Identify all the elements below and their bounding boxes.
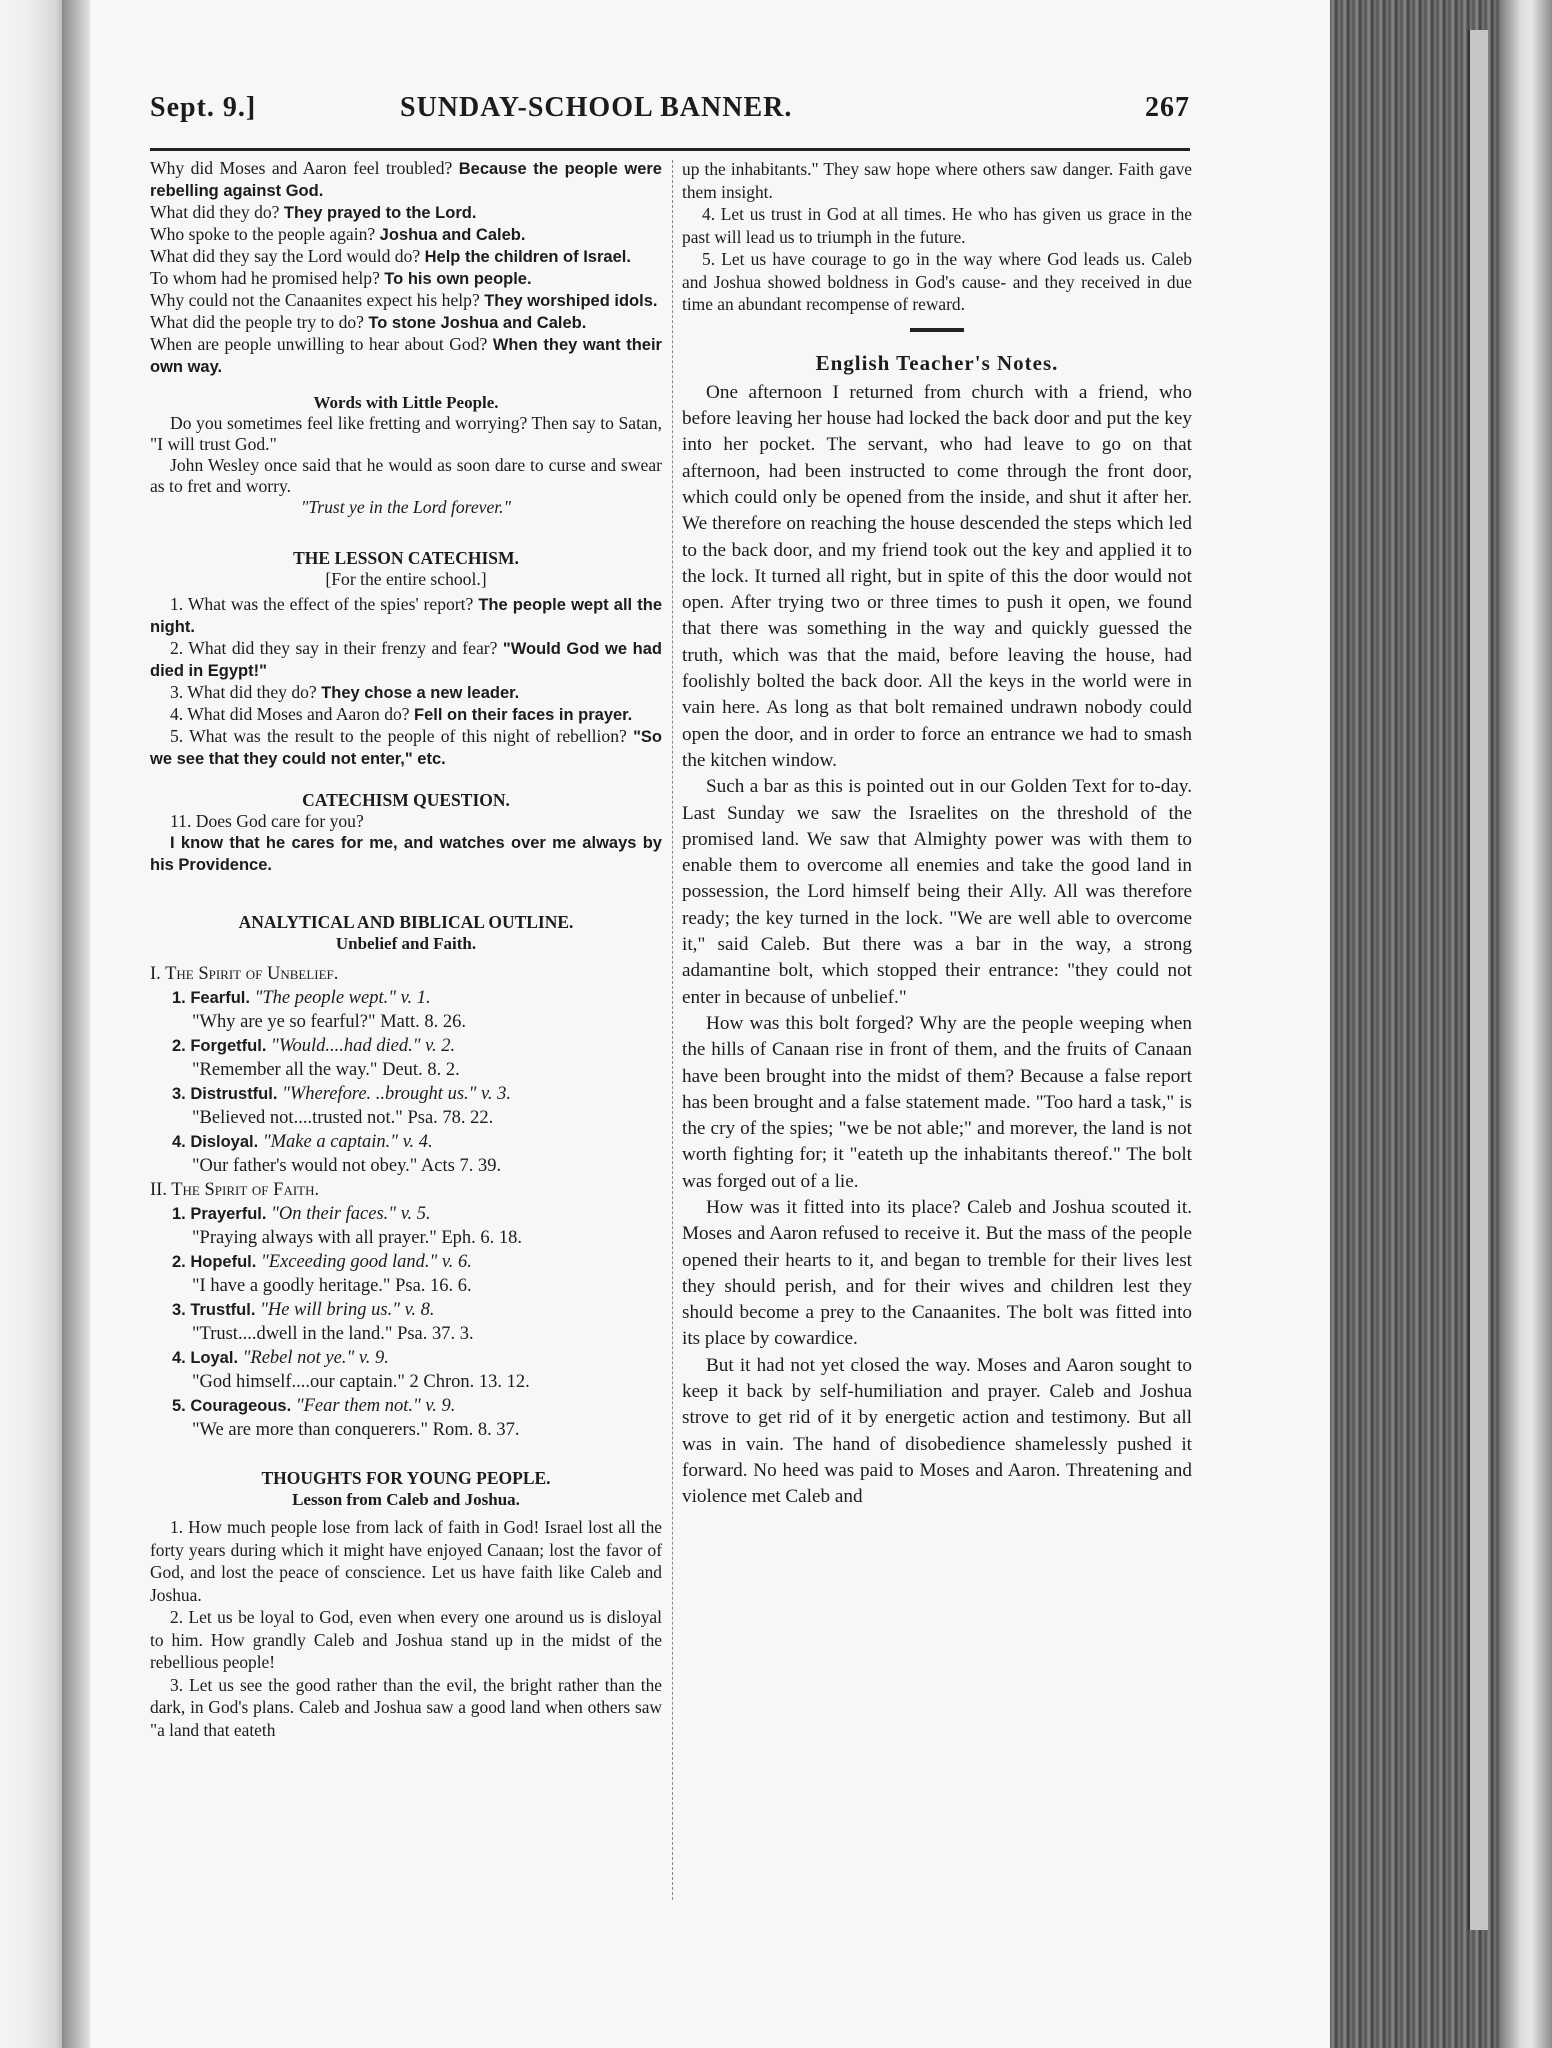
thought-paragraph: 2. Let us be loyal to God, even when every one around us is disloyal to him. How grandly Caleb and Joshua stand up in the midst of the rebellious people! bbox=[150, 1607, 662, 1672]
outline-ref: "Remember all the way." Deut. 8. 2. bbox=[192, 1060, 460, 1080]
outline-item: 2. Hopeful. "Exceeding good land." v. 6. bbox=[172, 1252, 472, 1272]
outline-heading: ANALYTICAL AND BIBLICAL OUTLINE. bbox=[238, 912, 574, 932]
notes-paragraph: One afternoon I returned from church with a friend, who before leaving her house had locked the back door and put the key into her pocket. The servant, who had leave to go on that afternoon, had been instructed to come through the front door, which could only be opened from the inside, and shut it after her. We therefore on reaching the house descended the steps which led to the back door, and my friend took out the key and applied it to the lock. It turned all right, but in spite of this the door would not open. After trying two or three times to push it open, we found that there was something in the way and quickly guessed the truth, which was that the maid, before leaving the house, had foolishly bolted the back door. All the keys in the world were in vain here. As long as that bolt remained undrawn nobody could open the door, and in order to force an entrance we had to smash the kitchen window. bbox=[682, 381, 1192, 771]
catechism-question-heading: CATECHISM QUESTION. bbox=[302, 790, 510, 810]
outline-section: II. The Spirit of Faith. bbox=[150, 1180, 320, 1200]
catechism-item: 4. What did Moses and Aaron do? Fell on their faces in prayer. bbox=[170, 704, 633, 724]
right-column bbox=[682, 158, 1192, 1511]
review-item: Why did Moses and Aaron feel troubled? Because the people were rebelling against God. bbox=[150, 158, 662, 200]
thought-paragraph: 5. Let us have courage to go in the way where God leads us. Caleb and Joshua showed boldness in God's cause- and they received in due time an abundant recompense of reward. bbox=[682, 249, 1192, 314]
thought-continuation: up the inhabitants." They saw hope where others saw danger. Faith gave them insight. bbox=[682, 159, 1192, 202]
little-people-quote: "Trust ye in the Lord forever." bbox=[301, 497, 511, 517]
review-item: To whom had he promised help? To his own people. bbox=[150, 268, 532, 288]
review-item: What did the people try to do? To stone Joshua and Caleb. bbox=[150, 312, 587, 332]
catechism-heading: THE LESSON CATECHISM. bbox=[293, 548, 519, 568]
review-item: What did they do? They prayed to the Lord. bbox=[150, 202, 477, 222]
book-cover-edge bbox=[1500, 0, 1552, 2048]
outline-item: 3. Trustful. "He will bring us." v. 8. bbox=[172, 1300, 435, 1320]
header-date: Sept. 9.] bbox=[150, 92, 257, 123]
review-questions bbox=[150, 158, 662, 378]
review-item: Why could not the Canaanites expect his help? They worshiped idols. bbox=[150, 290, 658, 310]
thought-paragraph: 1. How much people lose from lack of faith in God! Israel lost all the forty years during which it might have enjoyed Canaan; lost the favor of God, and lost the peace of conscience. Let us have faith like Caleb and Joshua. bbox=[150, 1517, 662, 1605]
catechism-question: 11. Does God care for you? bbox=[170, 811, 364, 831]
notes-paragraph: How was this bolt forged? Why are the people weeping when the hills of Canaan rise in front of them, and the fruits of Canaan have been brought into the midst of them? Because a false report has been brought and a false statement made. "Too hard a task," is the cry of the spies; "we be not able;" and morever, the land is not worth fighting for; it "eateth up the inhabitants thereof." The bolt was forged out of a lie. bbox=[682, 1012, 1192, 1192]
thoughts-heading: THOUGHTS FOR YOUNG PEOPLE. bbox=[261, 1468, 551, 1488]
outline-item: 4. Disloyal. "Make a captain." v. 4. bbox=[172, 1132, 433, 1152]
header-rule bbox=[150, 148, 1190, 151]
page-number: 267 bbox=[1145, 92, 1190, 123]
outline-ref: "Our father's would not obey." Acts 7. 39. bbox=[192, 1156, 502, 1176]
catechism-item: 3. What did they do? They chose a new leader. bbox=[170, 682, 520, 702]
outline-ref: "Believed not....trusted not." Psa. 78. 22. bbox=[192, 1108, 494, 1128]
little-people-text: John Wesley once said that he would as soon dare to curse and swear as to fret and worry. bbox=[150, 455, 662, 496]
outline-item: 5. Courageous. "Fear them not." v. 9. bbox=[172, 1396, 456, 1416]
outline-item: 1. Prayerful. "On their faces." v. 5. bbox=[172, 1204, 431, 1224]
header-title: SUNDAY-SCHOOL BANNER. bbox=[400, 92, 793, 123]
left-column bbox=[150, 158, 662, 1741]
thought-paragraph: 4. Let us trust in God at all times. He who has given us grace in the past will lead us to triumph in the future. bbox=[682, 204, 1192, 247]
outline-ref: "We are more than conquerers." Rom. 8. 37. bbox=[192, 1420, 520, 1440]
notes-paragraph: Such a bar as this is pointed out in our Golden Text for to-day. Last Sunday we saw the Israelites on the threshold of the promised land. We saw that Almighty power was with them to enable them to overcome all enemies and take the good land in possession, the Lord himself being their Ally. All was therefore ready; the key turned in the lock. "We are well able to overcome it," said Caleb. But there was a bar in the way, a strong adamantine bolt, which stopped their entrance: "they could not enter in because of unbelief." bbox=[682, 776, 1192, 1008]
review-item: What did they say the Lord would do? Help the children of Israel. bbox=[150, 246, 631, 266]
thoughts-continued bbox=[682, 158, 1192, 316]
outline-body bbox=[150, 962, 662, 1442]
catechism-item: 2. What did they say in their frenzy and fear? "Would God we had died in Egypt!" bbox=[150, 638, 662, 680]
review-item: When are people unwilling to hear about God? When they want their own way. bbox=[150, 334, 662, 376]
thoughts-body bbox=[150, 1516, 662, 1741]
page-gutter-shadow bbox=[62, 0, 92, 2048]
column-divider bbox=[672, 160, 674, 1900]
outline-item: 3. Distrustful. "Wherefore. ..brought us." v. 3. bbox=[172, 1084, 511, 1104]
running-head bbox=[150, 92, 1190, 142]
binding-strip bbox=[1468, 30, 1488, 1930]
little-people-heading: Words with Little People. bbox=[313, 393, 499, 412]
section-rule bbox=[910, 328, 964, 332]
notes-paragraph: How was it fitted into its place? Caleb and Joshua scouted it. Moses and Aaron refused to receive it. But the mass of the people opened their hearts to it, and began to tremble for their lives lest they should perish, and for their wives and children lest they should become a prey to the Canaanites. The bolt was fitted into its place by cowardice. bbox=[682, 1197, 1192, 1350]
outline-ref: "Trust....dwell in the land." Psa. 37. 3. bbox=[192, 1324, 474, 1344]
little-people-text: Do you sometimes feel like fretting and worrying? Then say to Satan, "I will trust God." bbox=[150, 413, 662, 454]
review-item: Who spoke to the people again? Joshua and Caleb. bbox=[150, 224, 526, 244]
scan-background-left bbox=[0, 0, 62, 2048]
outline-ref: "Why are ye so fearful?" Matt. 8. 26. bbox=[192, 1012, 467, 1032]
notes-paragraph: But it had not yet closed the way. Moses and Aaron sought to keep it back by self-humiliation and prayer. Caleb and Joshua strove to get rid of it by energetic action and testimony. But all was in vain. The hand of disobedience shamelessly pushed it forward. No heed was paid to Moses and Aaron. Threatening and violence met Caleb and bbox=[682, 1354, 1192, 1508]
notes-heading: English Teacher's Notes. bbox=[815, 350, 1059, 375]
catechism-subheading: [For the entire school.] bbox=[325, 569, 487, 589]
outline-ref: "God himself....our captain." 2 Chron. 13. 12. bbox=[192, 1372, 530, 1392]
thought-paragraph: 3. Let us see the good rather than the evil, the bright rather than the dark, in God's plans. Caleb and Joshua saw a good land when others saw "a land that eateth bbox=[150, 1674, 662, 1740]
outline-ref: "Praying always with all prayer." Eph. 6. 18. bbox=[192, 1228, 523, 1248]
outline-subheading: Unbelief and Faith. bbox=[335, 934, 477, 953]
outline-section: I. The Spirit of Unbelief. bbox=[150, 964, 339, 984]
outline-ref: "I have a goodly heritage." Psa. 16. 6. bbox=[192, 1276, 472, 1296]
catechism-item: 5. What was the result to the people of this night of rebellion? "So we see that they could not enter," etc. bbox=[150, 726, 662, 768]
outline-item: 1. Fearful. "The people wept." v. 1. bbox=[172, 988, 431, 1008]
catechism-answer: I know that he cares for me, and watches over me always by his Providence. bbox=[150, 834, 662, 874]
outline-item: 4. Loyal. "Rebel not ye." v. 9. bbox=[172, 1348, 389, 1368]
catechism-item: 1. What was the effect of the spies' report? The people wept all the night. bbox=[150, 594, 662, 636]
thoughts-subheading: Lesson from Caleb and Joshua. bbox=[292, 1490, 520, 1509]
outline-item: 2. Forgetful. "Would....had died." v. 2. bbox=[172, 1036, 456, 1056]
